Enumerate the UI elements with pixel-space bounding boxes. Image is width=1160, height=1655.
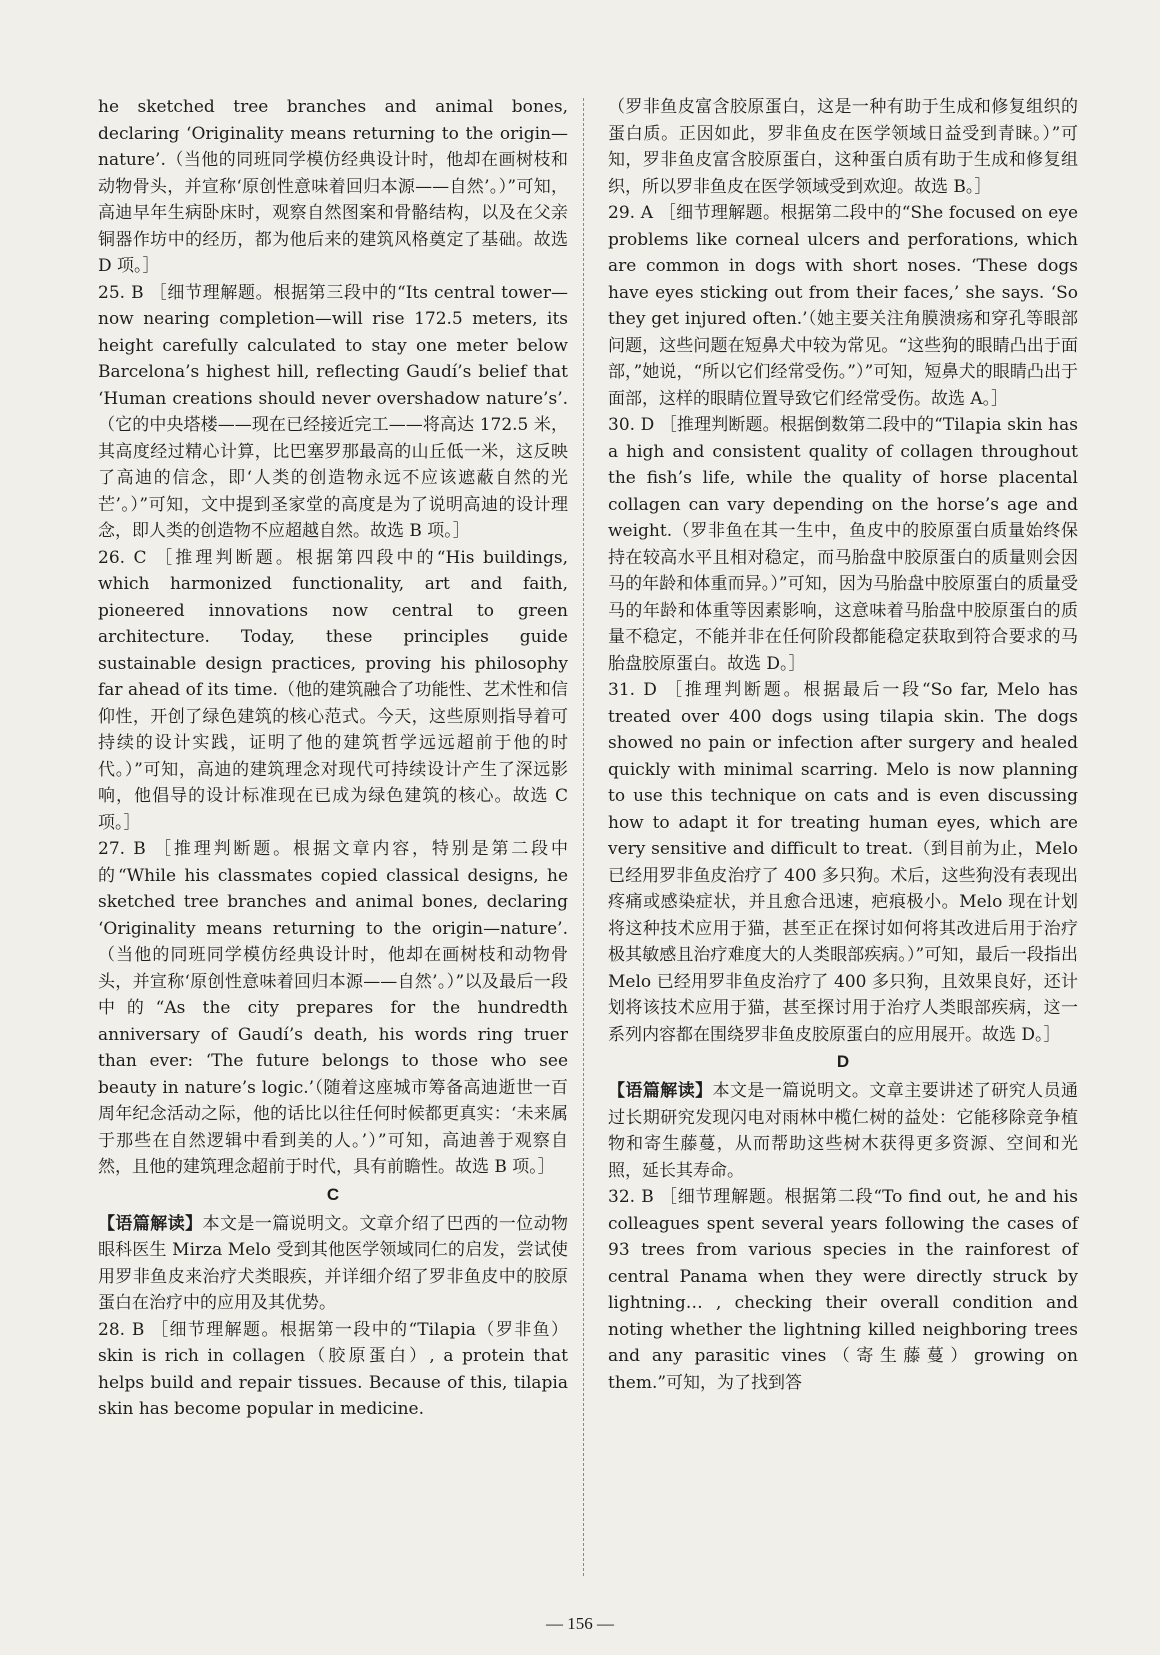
answer-31: 31. D ［推理判断题。根据最后一段“So far, Melo has treated over 400 dogs using tilapia skin. The dogs showed no pain or infection after surgery and healed quickly with minimal scarring. Melo is now planning to use this technique on cats and is even discussing how to adapt it for treating human eyes, which are very sensitive and difficult to treat.（到目前为止，Melo 已经用罗非鱼皮治疗了 400 多只狗。术后，这些狗没有表现出疼痛或感染症状，并且愈合迅速，疤痕极小。Melo 现在计划将这种技术应用于猫，甚至正在探讨如何将其改进后用于治疗极其敏感且治疗难度大的人类眼部疾病。）”可知，最后一段指出 Melo 已经用罗非鱼皮治疗了 400 多只狗，且效果良好，还计划将该技术应用于猫，甚至探讨用于治疗人类眼部疾病，这一系列内容都在围绕罗非鱼皮胶原蛋白的应用展开。故选 D。］ [608, 680, 1078, 1045]
passage-summary-label: 【语篇解读】 [98, 1213, 203, 1234]
answer-30: 30. D ［推理判断题。根据倒数第二段中的“Tilapia skin has a high and consistent quality of collagen throughout the fish’s life, while the quality of horse placental collagen can vary depending on the horse’s age and weight.（罗非鱼在其一生中，鱼皮中的胶原蛋白质量始终保持在较高水平且相对稳定，而马胎盘中胶原蛋白的质量则会因马的年龄和体重而异。）”可知，因为马胎盘中胶原蛋白的质量受马的年龄和体重等因素影响，这意味着马胎盘中胶原蛋白的质量不稳定，不能并非在任何阶段都能稳定获取到符合要求的马胎盘胶原蛋白。故选 D。］ [608, 415, 1078, 674]
passage-summary-c [98, 1211, 568, 1317]
continued-answer-28: （罗非鱼皮富含胶原蛋白，这是一种有助于生成和修复组织的蛋白质。正因如此，罗非鱼皮在医学领域日益受到青睐。）”可知，罗非鱼皮富含胶原蛋白，这种蛋白质有助于生成和修复组织，所以罗非鱼皮在医学领域受到欢迎。故选 B。］ [608, 97, 1078, 197]
answer-25: 25. B ［细节理解题。根据第三段中的“Its central tower—now nearing completion—will rise 172.5 meters, its height carefully calculated to stay one meter below Barcelona’s highest hill, reflecting Gaudí’s belief that ‘Human creations should never overshadow nature’s’.（它的中央塔楼——现在已经接近完工——将高达 172.5 米，其高度经过精心计算，比巴塞罗那最高的山丘低一米，这反映了高迪的信念，即‘人类的创造物永远不应该遮蔽自然的光芒’。）”可知，文中提到圣家堂的高度是为了说明高迪的设计理念，即人类的创造物不应超越自然。故选 B 项。］ [98, 282, 568, 541]
answer-29: 29. A ［细节理解题。根据第二段中的“She focused on eye problems like corneal ulcers and perforations, which are common in dogs with short noses. ‘These dogs have eyes sticking out from their faces,’ she says. ‘So they get injured often.’（她主要关注角膜溃疡和穿孔等眼部问题，这些问题在短鼻犬中较为常见。“这些狗的眼睛凸出于面部，”她说，“所以它们经常受伤。”）”可知，短鼻犬的眼睛凸出于面部，这样的眼睛位置导致它们经常受伤。故选 A。］ [608, 203, 1078, 409]
passage-summary-label: 【语篇解读】 [608, 1081, 713, 1101]
column-divider [583, 98, 584, 1576]
answer-27: 27. B ［推理判断题。根据文章内容，特别是第二段中的“While his classmates copied classical designs, he sketched tree branches and animal bones, declaring ‘Originality means returning to the origin—nature’.（当他的同班同学模仿经典设计时，他却在画树枝和动物骨头，并宣称‘原创性意味着回归本源——自然’。）”以及最后一段中的“As the city prepares for the hundredth anniversary of Gaudí’s death, his words ring truer than ever: ‘The future belongs to those who see beauty in nature’s logic.’（随着这座城市筹备高迪逝世一百周年纪念活动之际，他的话比以往任何时候都更真实：‘未来属于那些在自然逻辑中看到美的人。’）”可知，高迪善于观察自然，且他的建筑理念超前于时代，具有前瞻性。故选 B 项。］ [98, 839, 568, 1177]
section-heading-c: C [326, 1184, 340, 1204]
continued-answer-24: he sketched tree branches and animal bones, declaring ‘Originality means returning to the origin—nature’.（当他的同班同学模仿经典设计时，他却在画树枝和动物骨头，并宣称‘原创性意味着回归本源——自然’。）”可知，高迪早年生病卧床时，观察自然图案和骨骼结构，以及在父亲铜器作坊中的经历，都为他后来的建筑风格奠定了基础。故选 D 项。］ [98, 97, 568, 276]
answer-26: 26. C ［推理判断题。根据第四段中的“His buildings, which harmonized functionality, art and faith, pioneered innovations now central to green architecture. Today, these principles guide sustainable design practices, proving his philosophy far ahead of its time.（他的建筑融合了功能性、艺术性和信仰性，开创了绿色建筑的核心范式。今天，这些原则指导着可持续的设计实践，证明了他的建筑哲学远远超前于他的时代。）”可知，高迪的建筑理念对现代可持续设计产生了深远影响，他倡导的设计标准现在已成为绿色建筑的核心。故选 C 项。］ [98, 547, 568, 833]
right-column [608, 94, 1078, 1396]
passage-summary-text: 本文是一篇说明文。文章介绍了巴西的一位动物眼科医生 Mirza Melo 受到其他医学领域同仁的启发，尝试使用罗非鱼皮来治疗犬类眼疾，并详细介绍了罗非鱼皮中的胶原蛋白在治疗中的应用及其优势。 [98, 1213, 569, 1313]
passage-summary-text: 本文是一篇说明文。文章主要讲述了研究人员通过长期研究发现闪电对雨林中榄仁树的益处：它能移除竞争植物和寄生藤蔓，从而帮助这些树木获得更多资源、空间和光照，延长其寿命。 [608, 1081, 1079, 1181]
answer-28: 28. B ［细节理解题。根据第一段中的“Tilapia（罗非鱼）skin is rich in collagen（胶原蛋白）, a protein that helps build and repair tissues. Because of this, tilapia skin has become popular in medicine. [98, 1319, 568, 1419]
left-column [98, 94, 568, 1423]
page-number: — 156 — [546, 1614, 614, 1633]
answer-32: 32. B ［细节理解题。根据第二段“To find out, he and his colleagues spent several years following the cases of 93 trees from various species in the rainforest of central Panama when they were directly struck by lightning… , checking their overall condition and noting whether the lightning killed neighboring trees and any parasitic vines（寄生藤蔓）growing on them.”可知，为了找到答 [608, 1187, 1078, 1393]
section-heading-d: D [836, 1052, 850, 1071]
passage-summary-d [608, 1078, 1078, 1184]
